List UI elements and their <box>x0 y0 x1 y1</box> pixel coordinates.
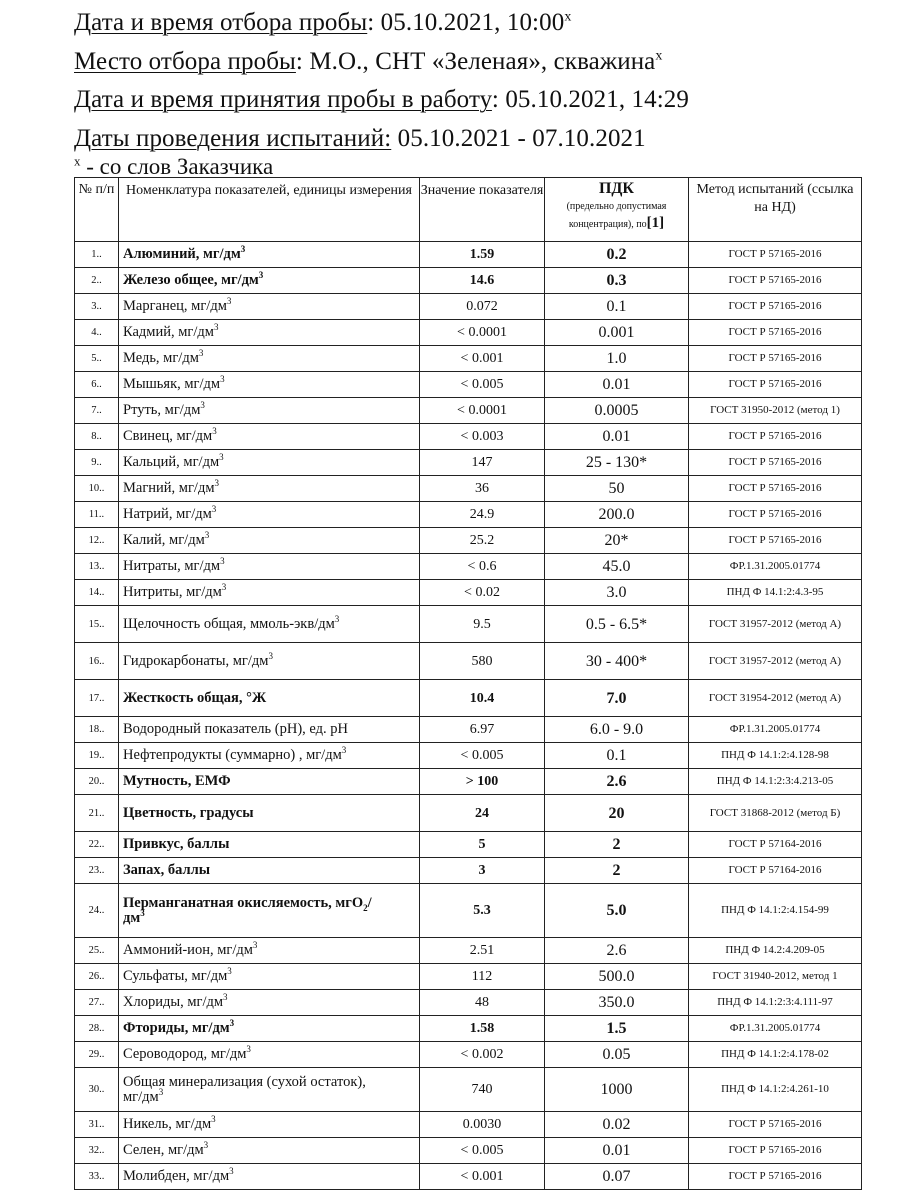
sampling-place-line <box>74 43 914 82</box>
pdk-cell: 3.0 <box>545 580 689 606</box>
table-row <box>75 476 862 502</box>
pdk-cell: 6.0 - 9.0 <box>545 717 689 743</box>
indicator-name-cell <box>119 769 420 795</box>
method-cell: ГОСТ 31954-2012 (метод А) <box>689 680 862 717</box>
measured-value-cell: 3 <box>420 858 545 884</box>
method-cell: ГОСТ Р 57165-2016 <box>689 294 862 320</box>
superscript: 3 <box>203 1140 209 1151</box>
indicator-name: Нефтепродукты (суммарно) , мг/дм <box>123 747 342 763</box>
separator: : <box>295 47 310 75</box>
row-number-cell: 31.. <box>75 1112 119 1138</box>
sampling-datetime-label: Дата и время отбора пробы <box>74 9 368 36</box>
indicator-name-cell <box>119 680 420 717</box>
method-cell: ГОСТ Р 57165-2016 <box>689 528 862 554</box>
indicator-name-cell <box>119 502 420 528</box>
measured-value-cell: 48 <box>420 990 545 1016</box>
table-row <box>75 769 862 795</box>
indicator-name-cell <box>119 1112 420 1138</box>
measured-value-cell: 580 <box>420 643 545 680</box>
row-number-cell: 14.. <box>75 580 119 606</box>
superscript: 3 <box>252 940 258 951</box>
pdk-subtitle-text: (предельно допустимая концентрация), по <box>566 201 667 230</box>
row-number-cell: 27.. <box>75 990 119 1016</box>
sampling-place-label: Место отбора пробы <box>74 47 296 75</box>
superscript: 3 <box>204 530 210 541</box>
row-number-cell: 25.. <box>75 938 119 964</box>
indicator-name-cell <box>119 964 420 990</box>
pdk-cell: 5.0 <box>545 884 689 938</box>
indicator-name-cell <box>119 717 420 743</box>
measured-value-cell: > 100 <box>420 769 545 795</box>
results-table <box>74 177 862 1190</box>
table-row <box>75 1138 862 1164</box>
testing-dates-value: 05.10.2021 - 07.10.2021 <box>391 124 646 152</box>
row-number-cell: 17.. <box>75 680 119 717</box>
row-number-cell: 22.. <box>75 832 119 858</box>
row-number-cell: 28.. <box>75 1016 119 1042</box>
indicator-name: Ртуть, мг/дм <box>123 402 201 418</box>
indicator-name-cell <box>119 1164 420 1190</box>
measured-value-cell: < 0.6 <box>420 554 545 580</box>
superscript: 3 <box>223 992 228 1003</box>
indicator-name-cell <box>119 242 420 268</box>
indicator-name-cell <box>119 372 420 398</box>
method-cell: ГОСТ 31950-2012 (метод 1) <box>689 398 862 424</box>
indicator-name: Щелочность общая, ммоль-экв/дм <box>123 615 335 632</box>
row-number-cell: 11.. <box>75 502 119 528</box>
measured-value-cell: 0.0030 <box>420 1112 545 1138</box>
row-number-cell: 19.. <box>75 743 119 769</box>
superscript: 3 <box>219 452 224 463</box>
pdk-cell: 20 <box>545 795 689 832</box>
indicator-name-cell <box>119 346 420 372</box>
pdk-cell: 2.6 <box>545 938 689 964</box>
indicator-name-cell <box>119 1016 420 1042</box>
superscript: 3 <box>214 478 220 489</box>
indicator-name: Фториды, мг/дм <box>123 1020 230 1036</box>
measured-value-cell: 740 <box>420 1068 545 1112</box>
indicator-name: Кальций, мг/дм <box>123 454 220 470</box>
indicator-unit: мг/дм <box>123 1088 159 1105</box>
row-number-cell: 15.. <box>75 606 119 643</box>
table-row <box>75 743 862 769</box>
indicator-name: Селен, мг/дм <box>123 1142 204 1158</box>
indicator-name: Гидрокарбонаты, мг/дм <box>123 652 269 669</box>
method-cell: ГОСТ 31868-2012 (метод Б) <box>689 795 862 832</box>
pdk-cell: 350.0 <box>545 990 689 1016</box>
method-cell: ГОСТ Р 57164-2016 <box>689 832 862 858</box>
pdk-cell: 2.6 <box>545 769 689 795</box>
measured-value-cell: 5.3 <box>420 884 545 938</box>
pdk-reference: [1] <box>646 215 665 231</box>
method-cell: ГОСТ Р 57165-2016 <box>689 346 862 372</box>
superscript: 3 <box>213 322 219 333</box>
pdk-cell: 1.0 <box>545 346 689 372</box>
pdk-cell: 20* <box>545 528 689 554</box>
superscript: 3 <box>240 244 246 255</box>
method-cell: ГОСТ 31957-2012 (метод А) <box>689 606 862 643</box>
measured-value-cell: 14.6 <box>420 268 545 294</box>
row-number-cell: 23.. <box>75 858 119 884</box>
pdk-cell: 0.5 - 6.5* <box>545 606 689 643</box>
table-row <box>75 294 862 320</box>
indicator-name: Натрий, мг/дм <box>123 506 212 522</box>
indicator-name: Нитраты, мг/дм <box>123 558 221 574</box>
pdk-cell: 0.02 <box>545 1112 689 1138</box>
customer-note-mark: x <box>655 48 663 64</box>
measured-value-cell: 25.2 <box>420 528 545 554</box>
pdk-cell: 2 <box>545 832 689 858</box>
column-header-method: Метод испытаний (ссылка на НД) <box>689 178 862 242</box>
method-cell: ФР.1.31.2005.01774 <box>689 1016 862 1042</box>
indicator-name: Мышьяк, мг/дм <box>123 376 221 392</box>
subscript: 2 <box>363 902 368 913</box>
method-cell: ПНД Ф 14.1:2:4.261-10 <box>689 1068 862 1112</box>
method-cell: ГОСТ Р 57165-2016 <box>689 268 862 294</box>
row-number-cell: 24.. <box>75 884 119 938</box>
row-number-cell: 4.. <box>75 320 119 346</box>
method-cell: ПНД Ф 14.1:2:4.3-95 <box>689 580 862 606</box>
indicator-name: Свинец, мг/дм <box>123 428 213 444</box>
row-number-cell: 8.. <box>75 424 119 450</box>
method-cell: ГОСТ 31940-2012, метод 1 <box>689 964 862 990</box>
indicator-name-cell <box>119 476 420 502</box>
measured-value-cell: 1.58 <box>420 1016 545 1042</box>
row-number-cell: 2.. <box>75 268 119 294</box>
indicator-name-cell <box>119 1138 420 1164</box>
superscript: 3 <box>220 374 225 385</box>
measured-value-cell: 24 <box>420 795 545 832</box>
table-row <box>75 858 862 884</box>
measured-value-cell: < 0.02 <box>420 580 545 606</box>
pdk-cell: 25 - 130* <box>545 450 689 476</box>
indicator-name: Цветность, градусы <box>123 804 254 821</box>
customer-note-text: - со слов Заказчика <box>80 154 274 179</box>
table-row <box>75 832 862 858</box>
column-header-pdk <box>545 178 689 242</box>
pdk-cell: 0.01 <box>545 424 689 450</box>
separator: : <box>491 86 506 113</box>
row-number-cell: 32.. <box>75 1138 119 1164</box>
indicator-name: Сероводород, мг/дм <box>123 1046 247 1062</box>
method-cell: ГОСТ Р 57165-2016 <box>689 424 862 450</box>
indicator-name: Нитриты, мг/дм <box>123 584 222 600</box>
indicator-name-cell <box>119 1068 420 1112</box>
sampling-datetime-value: 05.10.2021, 10:00 <box>380 9 565 36</box>
indicator-name-cell <box>119 528 420 554</box>
pdk-cell: 0.001 <box>545 320 689 346</box>
table-row <box>75 795 862 832</box>
indicator-name: Привкус, баллы <box>123 836 230 852</box>
indicator-name: Магний, мг/дм <box>123 480 215 496</box>
indicator-name-cell <box>119 580 420 606</box>
measured-value-cell: 24.9 <box>420 502 545 528</box>
measured-value-cell: 2.51 <box>420 938 545 964</box>
method-cell: ГОСТ Р 57165-2016 <box>689 1164 862 1190</box>
pdk-cell: 0.01 <box>545 1138 689 1164</box>
row-number-cell: 18.. <box>75 717 119 743</box>
superscript: 3 <box>246 1044 251 1055</box>
indicator-name-cell <box>119 606 420 643</box>
table-row <box>75 1164 862 1190</box>
column-header-indicator: Номенклатура показателей, единицы измерения <box>119 178 420 242</box>
table-row <box>75 717 862 743</box>
table-row <box>75 680 862 717</box>
row-number-cell: 12.. <box>75 528 119 554</box>
table-row <box>75 424 862 450</box>
measured-value-cell: 6.97 <box>420 717 545 743</box>
table-row <box>75 1068 862 1112</box>
indicator-name-cell <box>119 990 420 1016</box>
method-cell: ГОСТ Р 57165-2016 <box>689 242 862 268</box>
indicator-name: Марганец, мг/дм <box>123 298 227 314</box>
table-row <box>75 580 862 606</box>
indicator-name-cell <box>119 268 420 294</box>
measured-value-cell: 36 <box>420 476 545 502</box>
measured-value-cell: < 0.001 <box>420 1164 545 1190</box>
measured-value-cell: < 0.005 <box>420 743 545 769</box>
row-number-cell: 1.. <box>75 242 119 268</box>
superscript: 3 <box>341 745 347 756</box>
measured-value-cell: < 0.002 <box>420 1042 545 1068</box>
table-row <box>75 320 862 346</box>
measured-value-cell: 1.59 <box>420 242 545 268</box>
indicator-name-cell <box>119 743 420 769</box>
pdk-cell: 50 <box>545 476 689 502</box>
pdk-cell: 0.3 <box>545 268 689 294</box>
indicator-name: Сульфаты, мг/дм <box>123 968 228 984</box>
indicator-unit: дм <box>123 909 141 926</box>
sampling-datetime-line <box>74 4 914 43</box>
row-number-cell: 13.. <box>75 554 119 580</box>
sampling-place-value: М.О., СНТ «Зеленая», скважина <box>309 47 656 75</box>
customer-note-mark: x <box>564 9 572 25</box>
customer-note-mark: x <box>74 153 81 169</box>
superscript: 3 <box>140 907 145 918</box>
table-row <box>75 398 862 424</box>
indicator-name: Алюминий, мг/дм <box>123 246 241 262</box>
table-row <box>75 528 862 554</box>
indicator-name-cell <box>119 450 420 476</box>
table-row <box>75 554 862 580</box>
superscript: 3 <box>198 348 204 359</box>
pdk-cell: 0.0005 <box>545 398 689 424</box>
table-row <box>75 990 862 1016</box>
indicator-name: Медь, мг/дм <box>123 350 199 366</box>
superscript: 3 <box>200 400 205 411</box>
method-cell: ФР.1.31.2005.01774 <box>689 554 862 580</box>
superscript: 3 <box>226 296 232 307</box>
row-number-cell: 6.. <box>75 372 119 398</box>
pdk-cell: 0.1 <box>545 743 689 769</box>
table-row <box>75 964 862 990</box>
table-row <box>75 1016 862 1042</box>
indicator-name-cell <box>119 294 420 320</box>
method-cell: ПНД Ф 14.1:2:4.128-98 <box>689 743 862 769</box>
measured-value-cell: < 0.005 <box>420 372 545 398</box>
measured-value-cell: 5 <box>420 832 545 858</box>
method-cell: ГОСТ Р 57165-2016 <box>689 372 862 398</box>
measured-value-cell: < 0.0001 <box>420 398 545 424</box>
superscript: 3 <box>211 504 217 515</box>
table-row <box>75 450 862 476</box>
pdk-cell: 2 <box>545 858 689 884</box>
measured-value-cell: < 0.0001 <box>420 320 545 346</box>
indicator-name-cell <box>119 795 420 832</box>
indicator-name: Кадмий, мг/дм <box>123 324 214 340</box>
method-cell: ПНД Ф 14.1:2:3:4.213-05 <box>689 769 862 795</box>
testing-dates-line <box>74 120 914 159</box>
superscript: 3 <box>268 650 273 661</box>
indicator-name: Общая минерализация (сухой остаток), <box>123 1073 366 1090</box>
column-header-value: Значение показателя <box>420 178 545 242</box>
indicator-name: Водородный показатель (рН), ед. рН <box>123 721 349 737</box>
receipt-datetime-value: 05.10.2021, 14:29 <box>505 86 689 113</box>
results-table-header <box>75 178 862 242</box>
indicator-name-cell <box>119 884 420 938</box>
indicator-name: Калий, мг/дм <box>123 532 205 548</box>
table-row <box>75 884 862 938</box>
superscript: 3 <box>227 966 232 977</box>
method-cell: ПНД Ф 14.1:2:4.178-02 <box>689 1042 862 1068</box>
pdk-cell: 1.5 <box>545 1016 689 1042</box>
method-cell: ГОСТ 31957-2012 (метод А) <box>689 643 862 680</box>
row-number-cell: 33.. <box>75 1164 119 1190</box>
table-row <box>75 606 862 643</box>
pdk-cell: 45.0 <box>545 554 689 580</box>
receipt-datetime-line <box>74 81 914 120</box>
indicator-name-cell <box>119 938 420 964</box>
superscript: 3 <box>221 582 227 593</box>
row-number-cell: 29.. <box>75 1042 119 1068</box>
column-header-number: № п/п <box>75 178 119 242</box>
pdk-cell: 30 - 400* <box>545 643 689 680</box>
indicator-name-cell <box>119 832 420 858</box>
method-cell: ГОСТ Р 57165-2016 <box>689 320 862 346</box>
superscript: 3 <box>212 426 217 437</box>
pdk-cell: 0.01 <box>545 372 689 398</box>
indicator-name: Перманганатная окисляемость, мгО <box>123 894 364 911</box>
table-row <box>75 938 862 964</box>
pdk-cell: 500.0 <box>545 964 689 990</box>
table-row <box>75 372 862 398</box>
pdk-subtitle <box>545 198 688 233</box>
measured-value-cell: 112 <box>420 964 545 990</box>
results-table-body <box>75 242 862 1190</box>
indicator-name-cell <box>119 858 420 884</box>
table-row <box>75 1112 862 1138</box>
measured-value-cell: 9.5 <box>420 606 545 643</box>
indicator-name-tail: / <box>367 894 372 911</box>
method-cell: ГОСТ Р 57165-2016 <box>689 1112 862 1138</box>
superscript: 3 <box>229 1166 234 1177</box>
indicator-name: Никель, мг/дм <box>123 1116 212 1132</box>
row-number-cell: 21.. <box>75 795 119 832</box>
table-row <box>75 643 862 680</box>
indicator-name: Железо общее, мг/дм <box>123 272 259 288</box>
method-cell: ГОСТ Р 57164-2016 <box>689 858 862 884</box>
testing-dates-label: Даты проведения испытаний: <box>74 124 392 152</box>
indicator-name: Запах, баллы <box>123 862 211 878</box>
superscript: 3 <box>229 1018 235 1029</box>
method-cell: ФР.1.31.2005.01774 <box>689 717 862 743</box>
measured-value-cell: < 0.001 <box>420 346 545 372</box>
measured-value-cell: 10.4 <box>420 680 545 717</box>
row-number-cell: 7.. <box>75 398 119 424</box>
indicator-name-cell <box>119 1042 420 1068</box>
indicator-name: Жесткость общая, °Ж <box>123 689 267 706</box>
indicator-name: Хлориды, мг/дм <box>123 994 224 1010</box>
measured-value-cell: 0.072 <box>420 294 545 320</box>
superscript: 3 <box>334 613 340 624</box>
row-number-cell: 16.. <box>75 643 119 680</box>
pdk-cell: 7.0 <box>545 680 689 717</box>
measured-value-cell: < 0.005 <box>420 1138 545 1164</box>
indicator-name-cell <box>119 554 420 580</box>
row-number-cell: 9.. <box>75 450 119 476</box>
superscript: 3 <box>158 1086 164 1097</box>
method-cell: ГОСТ Р 57165-2016 <box>689 476 862 502</box>
row-number-cell: 10.. <box>75 476 119 502</box>
table-row <box>75 346 862 372</box>
method-cell: ГОСТ Р 57165-2016 <box>689 502 862 528</box>
pdk-cell: 0.1 <box>545 294 689 320</box>
indicator-name-cell <box>119 398 420 424</box>
indicator-name-cell <box>119 320 420 346</box>
row-number-cell: 26.. <box>75 964 119 990</box>
report-header <box>74 4 914 180</box>
table-row <box>75 242 862 268</box>
superscript: 3 <box>211 1114 216 1125</box>
row-number-cell: 3.. <box>75 294 119 320</box>
pdk-cell: 1000 <box>545 1068 689 1112</box>
pdk-title: ПДК <box>598 180 635 197</box>
receipt-datetime-label: Дата и время принятия пробы в работу <box>74 86 492 113</box>
separator: : <box>367 9 381 36</box>
indicator-name-cell <box>119 643 420 680</box>
row-number-cell: 5.. <box>75 346 119 372</box>
pdk-cell: 0.05 <box>545 1042 689 1068</box>
pdk-cell: 200.0 <box>545 502 689 528</box>
superscript: 3 <box>258 270 264 281</box>
table-row <box>75 1042 862 1068</box>
pdk-cell: 0.07 <box>545 1164 689 1190</box>
indicator-name: Аммоний-ион, мг/дм <box>123 942 253 958</box>
method-cell: ПНД Ф 14.1:2:3:4.111-97 <box>689 990 862 1016</box>
superscript: 3 <box>220 556 225 567</box>
method-cell: ПНД Ф 14.1:2:4.154-99 <box>689 884 862 938</box>
method-cell: ГОСТ Р 57165-2016 <box>689 1138 862 1164</box>
method-cell: ПНД Ф 14.2:4.209-05 <box>689 938 862 964</box>
method-cell: ГОСТ Р 57165-2016 <box>689 450 862 476</box>
row-number-cell: 20.. <box>75 769 119 795</box>
indicator-name: Молибден, мг/дм <box>123 1168 230 1184</box>
row-number-cell: 30.. <box>75 1068 119 1112</box>
table-row <box>75 502 862 528</box>
table-row <box>75 268 862 294</box>
indicator-name-cell <box>119 424 420 450</box>
measured-value-cell: < 0.003 <box>420 424 545 450</box>
pdk-cell: 0.2 <box>545 242 689 268</box>
measured-value-cell: 147 <box>420 450 545 476</box>
indicator-name: Мутность, ЕМФ <box>123 773 231 789</box>
